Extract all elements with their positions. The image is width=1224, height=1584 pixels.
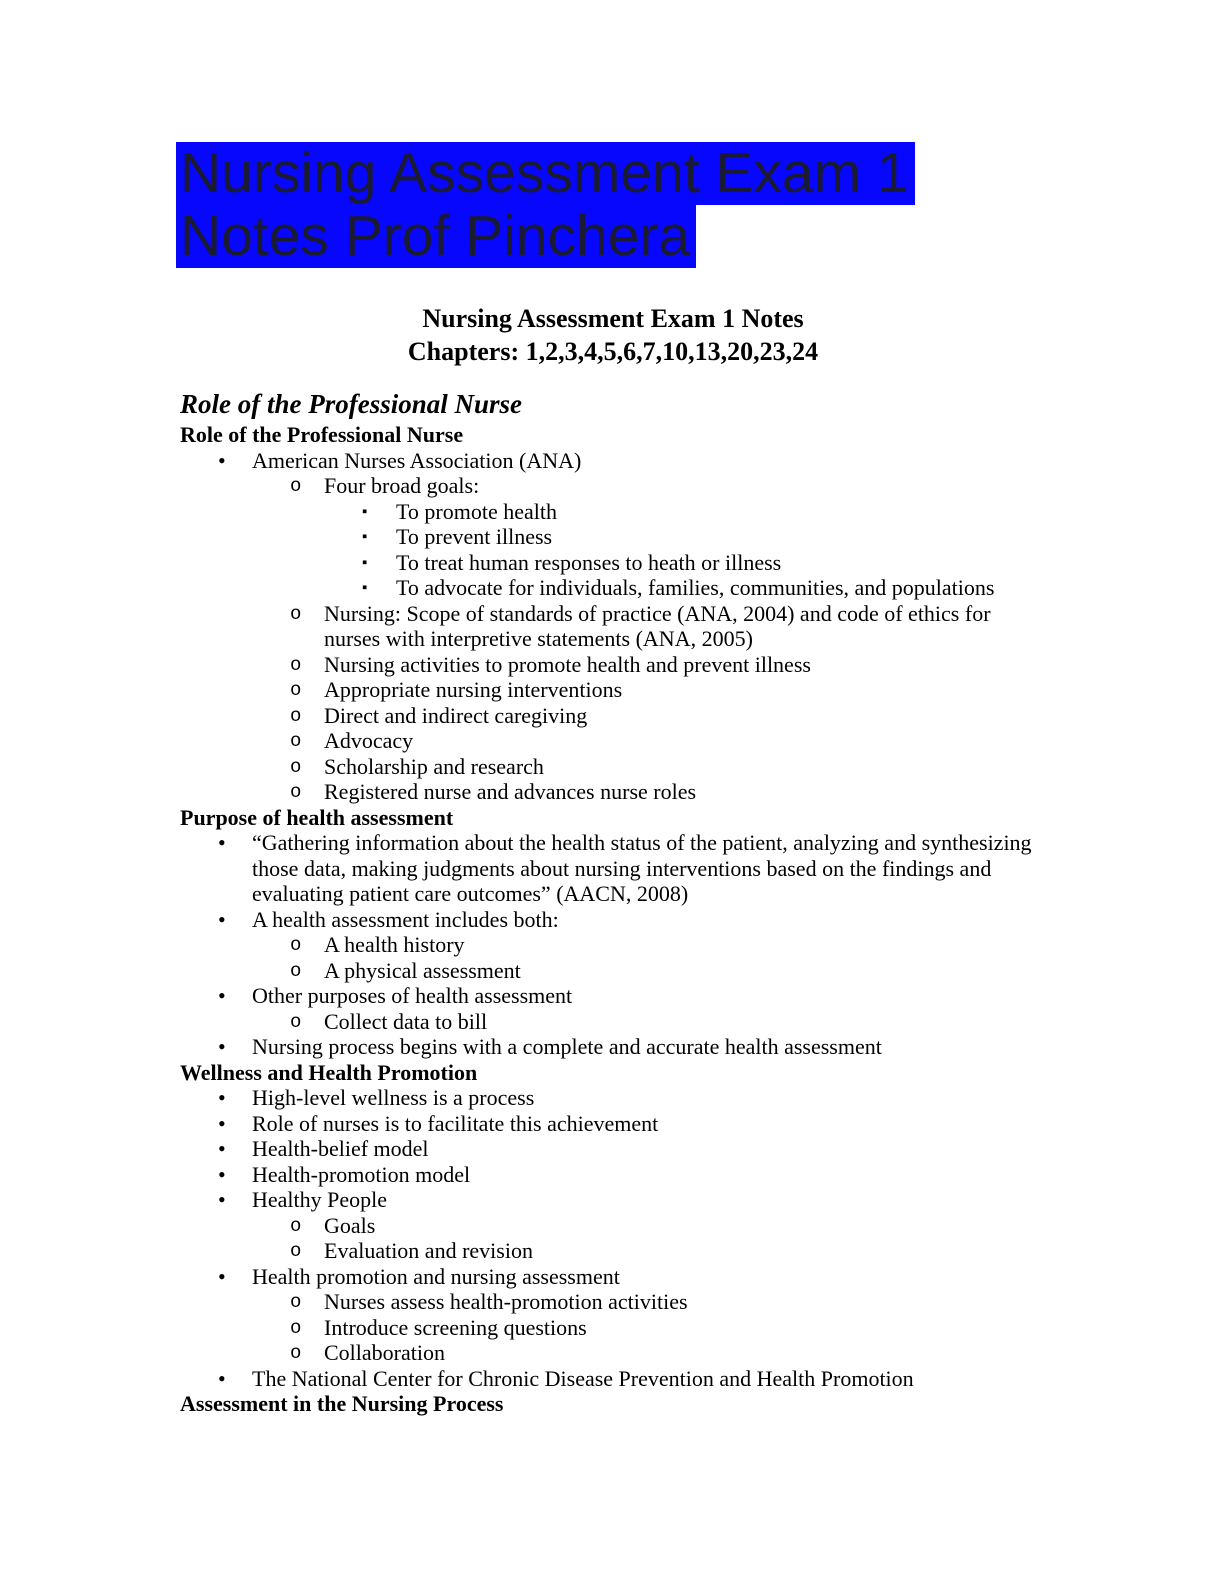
list-item-text: Appropriate nursing interventions [324, 677, 623, 702]
list-item-text: Collect data to bill [324, 1008, 488, 1034]
list-item-level-2 [180, 1289, 1046, 1315]
disc-bullet-icon: • [218, 1034, 226, 1059]
list-item-level-2 [180, 677, 1046, 703]
list-item-level-3 [180, 524, 1046, 550]
square-bullet-icon: ▪ [362, 529, 368, 545]
circle-bullet-icon: o [290, 602, 302, 625]
list-item-text: Healthy People [252, 1187, 388, 1212]
circle-bullet-icon: o [290, 1291, 302, 1313]
list-item-level-1 [180, 830, 1046, 907]
circle-bullet-icon: o [290, 781, 302, 803]
list-item-level-1 [180, 1085, 1046, 1111]
highlighted-title-text: Notes Prof Pinchera [176, 205, 696, 268]
list-item-level-2 [180, 754, 1046, 780]
disc-bullet-icon: • [218, 830, 226, 855]
list-item-text: Role of nurses is to facilitate this achievement [252, 1110, 659, 1136]
disc-bullet-icon: • [218, 1085, 226, 1110]
list-item-level-2 [180, 1238, 1046, 1264]
circle-bullet-icon: o [290, 679, 302, 701]
disc-bullet-icon: • [218, 447, 226, 473]
circle-bullet-icon: o [290, 755, 302, 778]
highlighted-title-text: Nursing Assessment Exam 1 [176, 142, 915, 205]
list-item-level-2 [180, 1340, 1046, 1366]
list-item-level-1 [180, 448, 1046, 474]
list-item-level-1 [180, 1187, 1046, 1213]
list-item-level-3 [180, 575, 1046, 601]
list-item-text: Health promotion and nursing assessment [252, 1263, 620, 1289]
disc-bullet-icon: • [218, 1161, 226, 1187]
document-body [180, 142, 1046, 1417]
list-item-text: Nursing process begins with a complete and accurate health assessment [252, 1034, 882, 1059]
list-item-level-2 [180, 728, 1046, 754]
list-item-text: Scholarship and research [324, 753, 544, 779]
disc-bullet-icon: • [218, 1136, 226, 1161]
list-item-text: To prevent illness [396, 524, 553, 549]
list-item-level-2 [180, 958, 1046, 984]
list-item-level-1 [180, 1162, 1046, 1188]
list-item-level-2 [180, 779, 1046, 805]
subsection-heading-purpose-of-health-assessment: Purpose of health assessment [180, 804, 454, 830]
circle-bullet-icon: o [290, 653, 302, 676]
doc-heading-chapters: Chapters: 1,2,3,4,5,6,7,10,13,20,23,24 [407, 337, 819, 366]
circle-bullet-icon: o [290, 959, 302, 982]
list-item-level-1 [180, 907, 1046, 933]
disc-bullet-icon: • [218, 1365, 226, 1391]
circle-bullet-icon: o [290, 1316, 302, 1339]
list-item-text: Nursing: Scope of standards of practice (ANA, 2004) and code of ethics for nurses with interpretive statements (ANA, 2005) [324, 600, 991, 651]
list-item-text: Collaboration [324, 1340, 445, 1365]
list-item-text: A health assessment includes both: [252, 906, 559, 932]
doc-heading-title: Nursing Assessment Exam 1 Notes [422, 304, 804, 333]
list-item-level-2 [180, 473, 1046, 499]
list-item-text: To advocate for individuals, families, communities, and populations [396, 575, 995, 600]
list-item-level-1 [180, 1111, 1046, 1137]
list-item-text: Other purposes of health assessment [252, 983, 573, 1008]
list-item-level-2 [180, 1009, 1046, 1035]
square-bullet-icon: ▪ [362, 503, 368, 520]
highlighted-doc-title-line-2 [180, 205, 1046, 268]
disc-bullet-icon: • [218, 1110, 226, 1136]
list-item-text: “Gathering information about the health status of the patient, analyzing and synthesizing those data, making judgments about nursing interventions based on the findings and evaluating patient care outcomes” (AACN, 2008) [252, 830, 1032, 906]
disc-bullet-icon: • [218, 983, 226, 1008]
list-item-level-3 [180, 499, 1046, 525]
list-item-level-2 [180, 1315, 1046, 1341]
list-item-text: Nursing activities to promote health and prevent illness [324, 651, 811, 677]
list-item-text: High-level wellness is a process [252, 1085, 535, 1110]
circle-bullet-icon: o [290, 1240, 302, 1262]
list-item-text: The National Center for Chronic Disease Prevention and Health Promotion [252, 1365, 914, 1391]
disc-bullet-icon: • [218, 1263, 226, 1289]
list-item-text: To promote health [396, 498, 557, 524]
square-bullet-icon: ▪ [362, 554, 368, 571]
subsection-heading-wellness-and-health-promotion: Wellness and Health Promotion [180, 1059, 478, 1085]
list-item-text: Health-promotion model [252, 1161, 471, 1187]
circle-bullet-icon: o [290, 704, 302, 727]
list-item-level-1 [180, 1136, 1046, 1162]
list-item-text: American Nurses Association (ANA) [252, 447, 582, 473]
disc-bullet-icon: • [218, 906, 226, 932]
circle-bullet-icon: o [290, 1010, 302, 1033]
square-bullet-icon: ▪ [362, 580, 368, 596]
list-item-level-2 [180, 652, 1046, 678]
list-item-text: Introduce screening questions [324, 1314, 587, 1340]
list-item-text: Evaluation and revision [324, 1238, 533, 1263]
list-item-text: To treat human responses to heath or illness [396, 549, 782, 575]
list-item-level-1 [180, 1264, 1046, 1290]
circle-bullet-icon: o [290, 1342, 302, 1364]
circle-bullet-icon: o [290, 934, 302, 956]
list-item-level-1 [180, 1366, 1046, 1392]
list-item-level-2 [180, 703, 1046, 729]
circle-bullet-icon: o [290, 730, 302, 752]
list-item-level-2 [180, 1213, 1046, 1239]
list-item-text: Registered nurse and advances nurse roles [324, 779, 697, 804]
highlighted-doc-title-line-1 [180, 142, 1046, 205]
list-item-text: A health history [324, 932, 465, 957]
circle-bullet-icon: o [290, 475, 302, 497]
circle-bullet-icon: o [290, 1214, 302, 1237]
list-item-level-2 [180, 932, 1046, 958]
list-item-level-2 [180, 601, 1046, 652]
list-item-level-1 [180, 983, 1046, 1009]
list-item-text: A physical assessment [324, 957, 521, 983]
list-item-text: Health-belief model [252, 1136, 429, 1161]
list-item-text: Direct and indirect caregiving [324, 702, 588, 728]
disc-bullet-icon: • [218, 1187, 226, 1212]
list-item-text: Nurses assess health-promotion activities [324, 1289, 688, 1314]
list-item-text: Goals [324, 1212, 376, 1238]
list-item-level-3 [180, 550, 1046, 576]
subsection-heading-assessment-in-nursing-process: Assessment in the Nursing Process [180, 1391, 504, 1416]
section-heading-role-of-professional-nurse: Role of the Professional Nurse [180, 389, 523, 419]
list-item-level-1 [180, 1034, 1046, 1060]
list-item-text: Four broad goals: [324, 473, 480, 498]
subsection-heading-role-of-professional-nurse: Role of the Professional Nurse [180, 422, 464, 447]
list-item-text: Advocacy [324, 728, 414, 753]
